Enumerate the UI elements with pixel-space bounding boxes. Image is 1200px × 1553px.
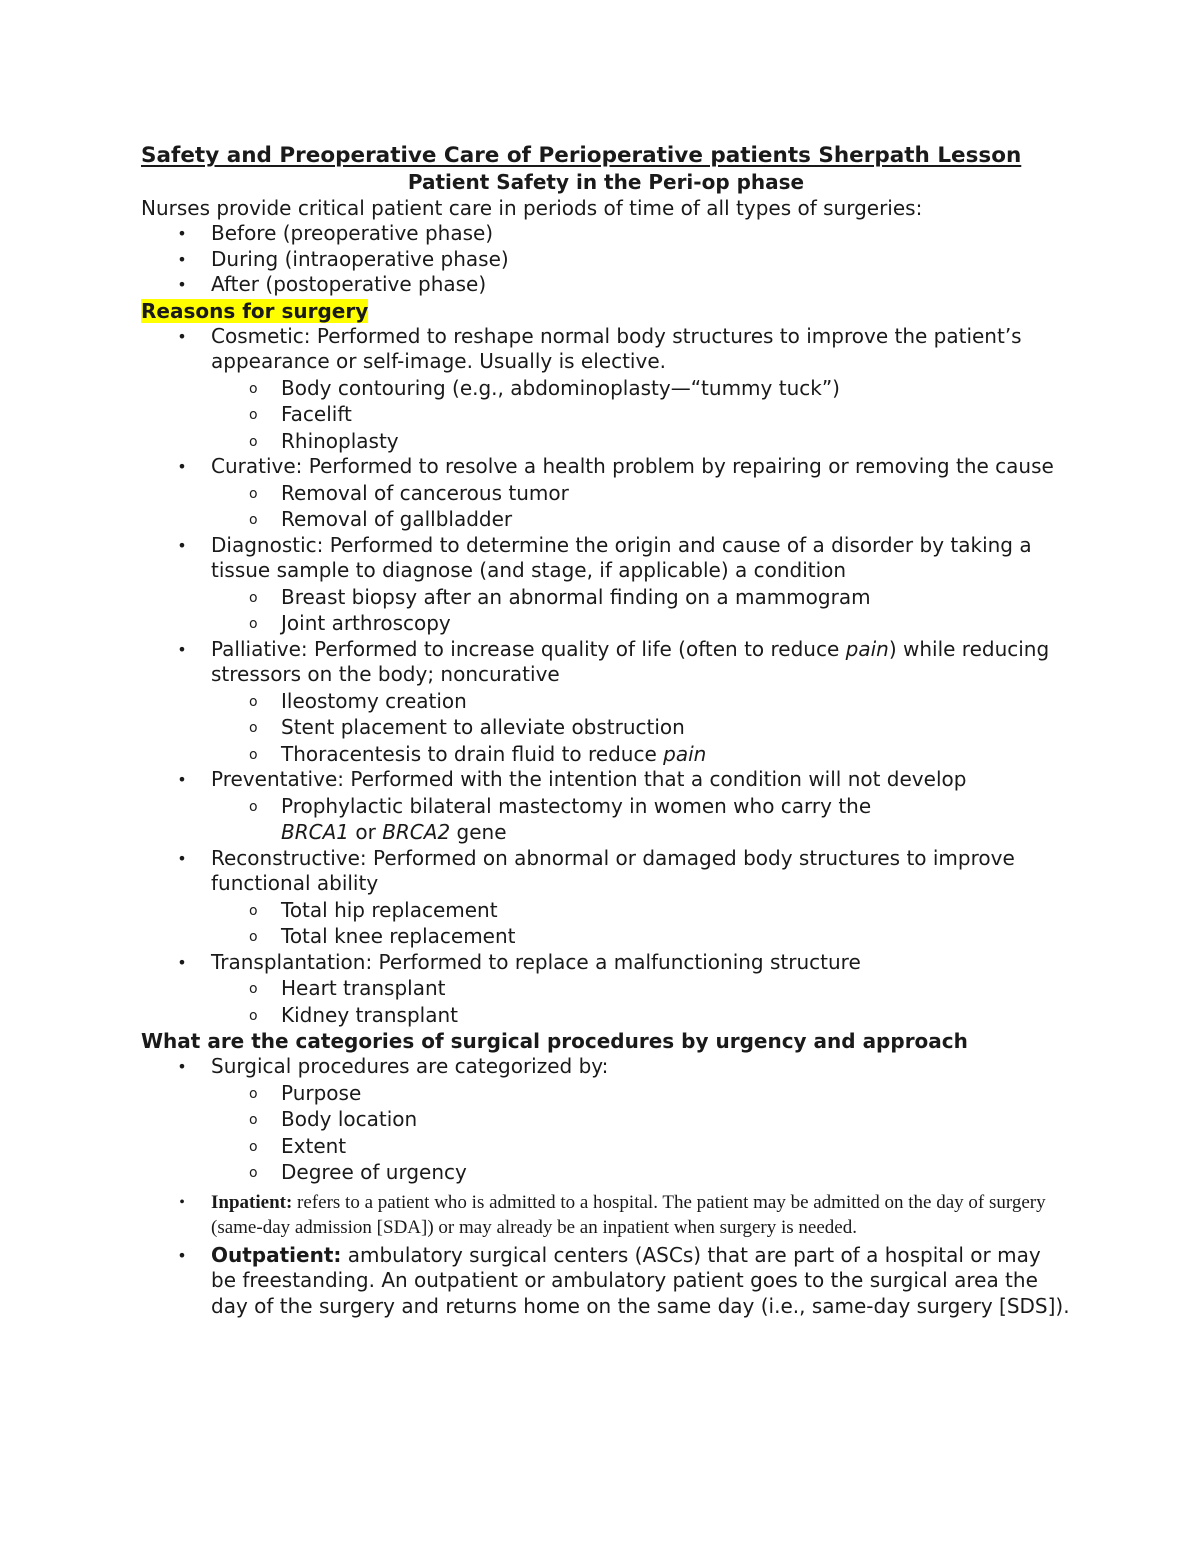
sub-bullet-icon: o (249, 1007, 258, 1024)
sub-list-item: o Thoracentesis to drain fluid to reduce pain (281, 741, 1071, 768)
bullet-icon: • (177, 457, 187, 476)
sub-list-item: o Prophylactic bilateral mastectomy in women who carry the BRCA1 or BRCA2 gene (249, 793, 872, 844)
bullet-icon: • (177, 1057, 187, 1076)
sub-list-item: o Removal of cancerous tumor (281, 480, 1071, 507)
sub-bullet-icon: o (249, 693, 258, 710)
sub-list-item: o Extent (281, 1133, 1071, 1160)
sub-list (211, 480, 1071, 533)
sub-list (211, 975, 1071, 1028)
sub-list-item: o Removal of gallbladder (281, 506, 1071, 533)
bullet-icon: • (177, 535, 187, 555)
list-item-diagnostic: • Diagnostic: Performed to determine the origin and cause of a disorder by taking a tissue sample to diagnose (and stage, if applicable) a condition o Breast biopsy after an abnormal finding on a mammogram o Joint arthroscopy (211, 533, 1071, 637)
sub-bullet-icon: o (249, 1085, 258, 1102)
intro-paragraph: Nurses provide critical patient care in periods of time of all types of surgeries: (141, 196, 923, 220)
sub-bullet-icon: o (249, 407, 258, 423)
sub-list-item: o Total knee replacement (281, 923, 1071, 950)
sub-bullet-icon: o (249, 902, 258, 919)
bullet-icon: • (177, 275, 187, 294)
sub-list-item: o Stent placement to alleviate obstruction (281, 714, 1071, 741)
sub-bullet-icon: o (249, 380, 258, 397)
bullet-icon: • (177, 848, 187, 868)
categories-heading: What are the categories of surgical procedures by urgency and approach (141, 1029, 968, 1053)
list-item-reconstructive: • Reconstructive: Performed on abnormal or damaged body structures to improve functional ability o Total hip replacement o Total knee replacement (211, 846, 1071, 950)
sub-list-item: o Rhinoplasty (281, 428, 1071, 455)
sub-bullet-icon: o (249, 1112, 258, 1128)
sub-bullet-icon: o (249, 1138, 258, 1155)
sub-bullet-icon: o (249, 720, 258, 736)
sub-list-item: o Degree of urgency (281, 1159, 1071, 1186)
sub-bullet-icon: o (249, 485, 258, 502)
sub-list-item: o Breast biopsy after an abnormal finding on a mammogram (281, 584, 1071, 611)
list-item: • During (intraoperative phase) (211, 247, 1071, 273)
sub-bullet-icon: o (249, 1165, 258, 1181)
sub-bullet-icon: o (249, 589, 258, 606)
list-item-palliative: • Palliative: Performed to increase quality of life (often to reduce pain) while reducing stressors on the body; noncurative o Ileostomy creation o Stent placement to alleviate obstruction o Thoracentesis to drain fluid to reduce pain (211, 637, 1071, 768)
bullet-icon: • (177, 952, 187, 972)
bullet-icon: • (177, 326, 187, 346)
sub-list (211, 584, 1071, 637)
sub-list-item: o Heart transplant (281, 975, 1071, 1002)
sub-list (211, 688, 1071, 768)
sub-list-item: o Body contouring (e.g., abdominoplasty—“tummy tuck”) (281, 375, 1071, 402)
sub-list-item: o Kidney transplant (281, 1002, 1071, 1029)
bullet-icon: • (177, 1245, 187, 1265)
sub-list-item: o Purpose (281, 1080, 1071, 1107)
section-subtitle: Patient Safety in the Peri-op phase (407, 170, 805, 194)
phase-list (141, 221, 1071, 298)
sub-bullet-icon: o (249, 746, 258, 763)
reasons-list (141, 324, 1071, 1029)
bullet-icon: • (179, 1193, 185, 1211)
sub-list (211, 1080, 1071, 1186)
list-item-transplantation: • Transplantation: Performed to replace a malfunctioning structure o Heart transplant o Kidney transplant (211, 950, 1071, 1029)
document-title: Safety and Preoperative Care of Perioperative patients Sherpath Lesson (141, 143, 1022, 168)
sub-bullet-icon: o (249, 981, 258, 997)
highlighted-heading-text: Reasons for surgery (141, 298, 369, 323)
sub-list-item: o Ileostomy creation (281, 688, 1071, 715)
sub-bullet-icon: o (249, 512, 258, 528)
sub-list-item: o Body location (281, 1106, 1071, 1133)
list-item-preventative: • Preventative: Performed with the intention that a condition will not develop o Prophylactic bilateral mastectomy in women who carry the BRCA1 or BRCA2 gene (211, 767, 1071, 846)
bullet-icon: • (177, 249, 187, 269)
list-item: • Before (preoperative phase) (211, 221, 1071, 247)
sub-list-item: o Joint arthroscopy (281, 610, 1071, 637)
bullet-icon: • (177, 770, 187, 789)
sub-bullet-icon: o (249, 616, 258, 632)
sub-list-item: o Facelift (281, 401, 1071, 428)
list-item-inpatient: • Inpatient: refers to a patient who is admitted to a hospital. The patient may be admitted on the day of surgery (same-day admission [SDA]) or may already be an inpatient when surgery is needed. (211, 1190, 1071, 1241)
sub-list-item: o Total hip replacement (281, 897, 1071, 924)
document-body (141, 142, 1071, 1319)
reasons-heading (141, 298, 1071, 324)
sub-bullet-icon: o (249, 798, 258, 815)
list-item: • After (postoperative phase) (211, 272, 1071, 298)
categories-list (141, 1054, 1071, 1319)
list-item: • Surgical procedures are categorized by: o Purpose o Body location o Extent o Degree of urgency (211, 1054, 1071, 1186)
list-item-curative: • Curative: Performed to resolve a health problem by repairing or removing the cause o Removal of cancerous tumor o Removal of gallbladder (211, 454, 1071, 533)
sub-list (211, 793, 1071, 846)
bullet-icon: • (177, 639, 187, 659)
list-item-cosmetic: • Cosmetic: Performed to reshape normal body structures to improve the patient’s appearance or self-image. Usually is elective. o Body contouring (e.g., abdominoplasty—“tummy tuck”) o Facelift o Rhinoplasty (211, 324, 1071, 455)
sub-bullet-icon: o (249, 433, 258, 450)
sub-bullet-icon: o (249, 929, 258, 945)
sub-list (211, 375, 1071, 455)
sub-list (211, 897, 1071, 950)
list-item-outpatient: • Outpatient: ambulatory surgical centers (ASCs) that are part of a hospital or may be freestanding. An outpatient or ambulatory patient goes to the surgical area the day of the surgery and returns home on the same day (i.e., same-day surgery [SDS]). (211, 1243, 1071, 1320)
bullet-icon: • (177, 224, 187, 243)
